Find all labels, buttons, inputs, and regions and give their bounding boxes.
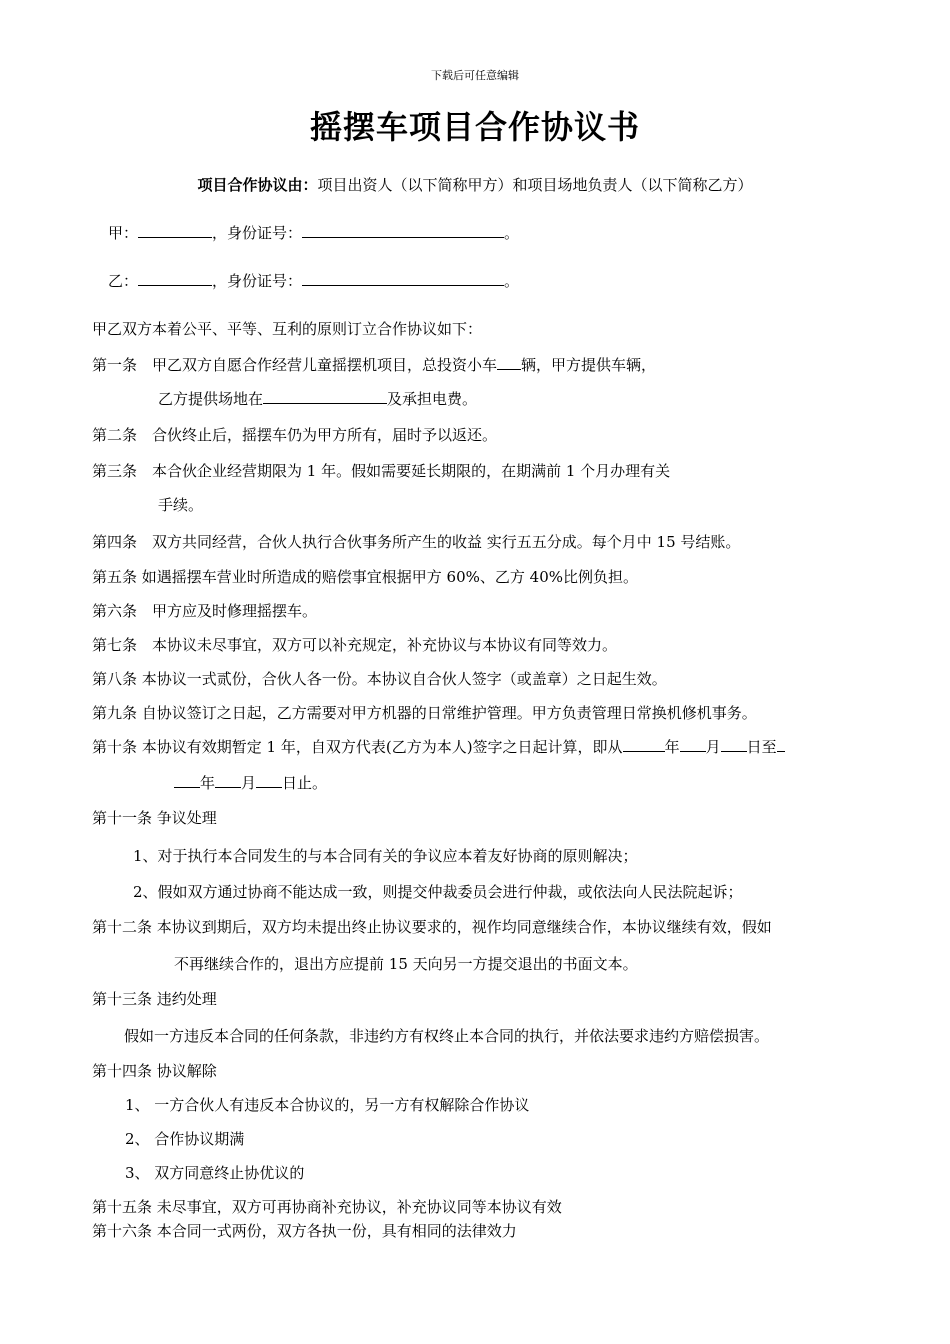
article-14-item-3: 3、 双方同意终止协优议的 xyxy=(125,1164,305,1182)
end-day-blank xyxy=(256,773,282,788)
article-6: 第六条 甲方应及时修理摇摆车。 xyxy=(92,602,318,620)
party-b-label: 乙： xyxy=(108,272,139,290)
party-b-end: 。 xyxy=(504,272,520,290)
party-a-id-label: ，身份证号： xyxy=(212,224,303,242)
article-14-item-1: 1、 一方合伙人有违反本合协议的，另一方有权解除合作协议 xyxy=(125,1096,530,1114)
article-10-text: 第十条 本协议有效期暂定 1 年，自双方代表(乙方为本人)签字之日起计算，即从 xyxy=(92,738,623,756)
article-11-heading: 第十一条 争议处理 xyxy=(92,809,217,827)
start-day-label: 日至 xyxy=(746,738,777,756)
venue-blank xyxy=(263,389,387,404)
end-year-label: 年 xyxy=(200,774,216,792)
article-7: 第七条 本协议未尽事宜，双方可以补充规定，补充协议与本协议有同等效力。 xyxy=(92,636,618,654)
header-note: 下载后可任意编辑 xyxy=(431,69,519,82)
document-title: 摇摆车项目合作协议书 xyxy=(309,108,640,146)
party-a-label: 甲： xyxy=(108,224,139,242)
start-month-blank xyxy=(680,737,706,752)
article-1-line-2a: 乙方提供场地在 xyxy=(158,390,264,408)
party-b-line xyxy=(108,270,519,291)
article-13-body: 假如一方违反本合同的任何条款，非违约方有权终止本合同的执行，并依法要求违约方赔偿损害。 xyxy=(124,1027,770,1045)
article-3-line-2: 手续。 xyxy=(158,496,204,514)
start-day-blank xyxy=(721,737,747,752)
article-1-text-a: 第一条 甲乙双方自愿合作经营儿童摇摆机项目，总投资小车 xyxy=(92,356,498,374)
article-1-line-2 xyxy=(158,388,477,409)
article-14-item-2: 2、 合作协议期满 xyxy=(125,1130,245,1148)
intro-line xyxy=(0,174,950,195)
party-a-end: 。 xyxy=(504,224,520,242)
article-1-text-b: 辆，甲方提供车辆， xyxy=(521,356,657,374)
end-month-label: 月 xyxy=(241,774,257,792)
end-year-blank-b xyxy=(174,773,200,788)
article-12-line-2: 不再继续合作的，退出方应提前 15 天向另一方提交退出的书面文本。 xyxy=(174,955,638,973)
article-3-line-1: 第三条 本合伙企业经营期限为 1 年。假如需要延长期限的，在期满前 1 个月办理有关 xyxy=(92,462,671,480)
article-14-heading: 第十四条 协议解除 xyxy=(92,1062,217,1080)
start-year-label: 年 xyxy=(664,738,680,756)
end-month-blank xyxy=(215,773,241,788)
article-2: 第二条 合伙终止后，摇摆车仍为甲方所有，届时予以返还。 xyxy=(92,426,498,444)
article-11-item-1: 1、对于执行本合同发生的与本合同有关的争议应本着友好协商的原则解决； xyxy=(133,847,638,865)
intro-text: 项目出资人（以下简称甲方）和项目场地负责人（以下简称乙方） xyxy=(317,176,753,194)
start-year-blank xyxy=(623,737,665,752)
start-month-label: 月 xyxy=(705,738,721,756)
article-16: 第十六条 本合同一式两份，双方各执一份，具有相同的法律效力 xyxy=(92,1222,517,1240)
party-a-id-blank xyxy=(302,223,504,238)
party-a-name-blank xyxy=(138,223,212,238)
intro-label: 项目合作协议由： xyxy=(197,176,318,194)
article-1-line-2b: 及承担电费。 xyxy=(387,390,478,408)
car-count-blank xyxy=(497,355,521,370)
article-9: 第九条 自协议签订之日起，乙方需要对甲方机器的日常维护管理。甲方负责管理日常换机修机事务。 xyxy=(92,704,757,722)
party-a-line xyxy=(108,222,519,243)
party-b-id-label: ，身份证号： xyxy=(212,272,303,290)
article-12-line-1: 第十二条 本协议到期后，双方均未提出终止协议要求的，视作均同意继续合作，本协议继续有效，假如 xyxy=(92,918,772,936)
article-5: 第五条 如遇摇摆车营业时所造成的赔偿事宜根据甲方 60%、乙方 40%比例负担。 xyxy=(92,568,638,586)
article-10-line-1 xyxy=(92,736,785,757)
article-4: 第四条 双方共同经营，合伙人执行合伙事务所产生的收益 实行五五分成。每个月中 15 号结账。 xyxy=(92,533,741,551)
article-13-heading: 第十三条 违约处理 xyxy=(92,990,217,1008)
end-year-blank-a xyxy=(777,737,785,752)
article-10-line-2 xyxy=(174,772,327,793)
article-1-line-1 xyxy=(92,354,656,375)
article-11-item-2: 2、假如双方通过协商不能达成一致，则提交仲裁委员会进行仲裁，或依法向人民法院起诉； xyxy=(133,883,743,901)
preamble: 甲乙双方本着公平、平等、互利的原则订立合作协议如下： xyxy=(92,320,483,338)
party-b-name-blank xyxy=(138,271,212,286)
end-day-label: 日止。 xyxy=(282,774,328,792)
party-b-id-blank xyxy=(302,271,504,286)
article-15: 第十五条 未尽事宜，双方可再协商补充协议，补充协议同等本协议有效 xyxy=(92,1198,562,1216)
article-8: 第八条 本协议一式贰份，合伙人各一份。本协议自合伙人签字（或盖章）之日起生效。 xyxy=(92,670,667,688)
